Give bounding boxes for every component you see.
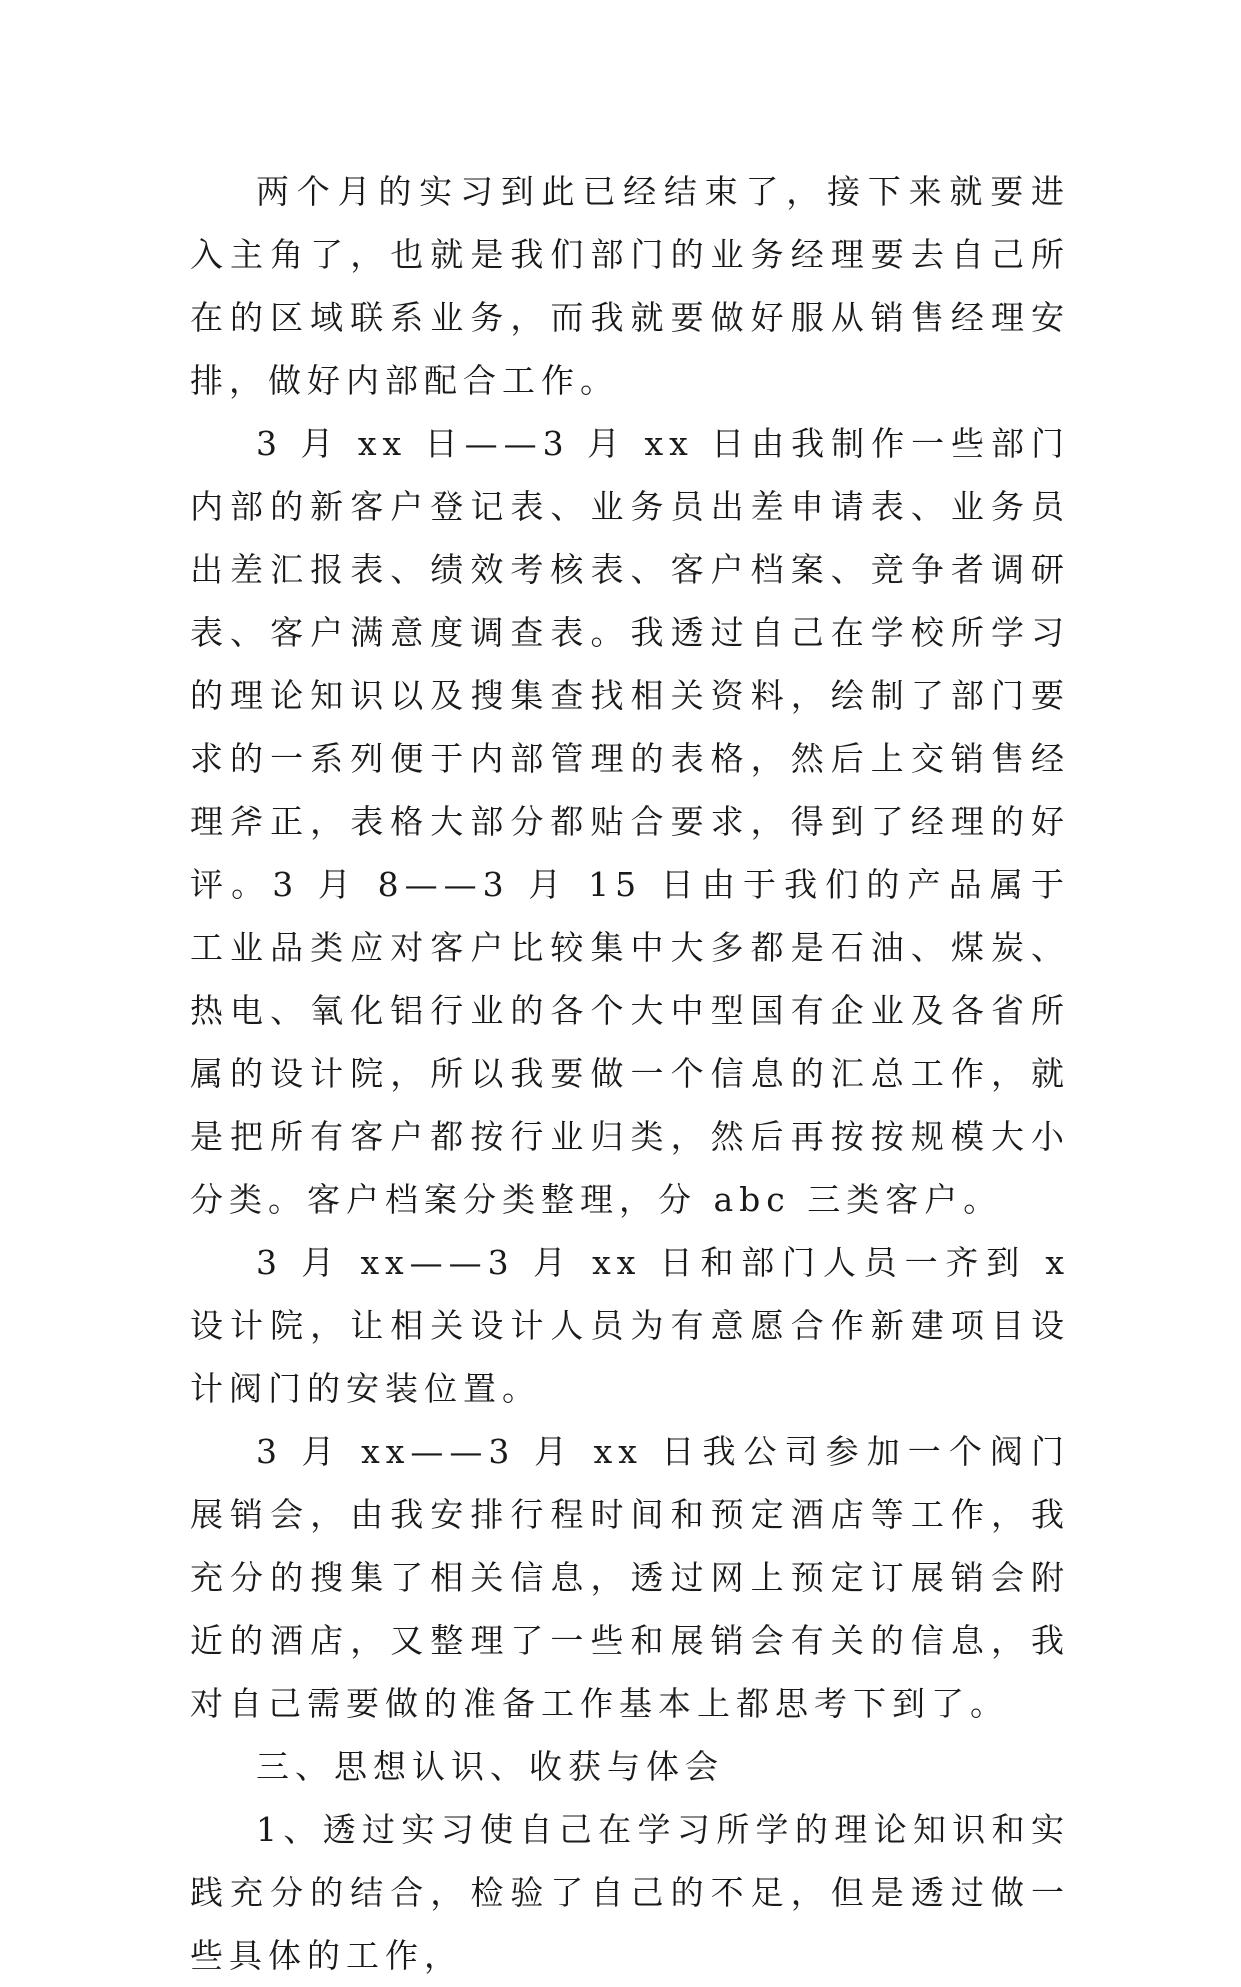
paragraph-valve-exhibition: 3 月 xx——3 月 xx 日我公司参加一个阀门展销会，由我安排行程时间和预定酒店等工作，我充分的搜集了相关信息，透过网上预定订展销会附近的酒店，又整理了一些和展销会有关的信息，我对自己需要做的准备工作基本上都思考下到了。	[190, 1432, 1070, 1723]
paragraph-design-institute-visit: 3 月 xx——3 月 xx 日和部门人员一齐到 x 设计院，让相关设计人员为有意愿合作新建项目设计阀门的安装位置。	[190, 1243, 1070, 1408]
paragraph-forms-and-client-sorting: 3 月 xx 日——3 月 xx 日由我制作一些部门内部的新客户登记表、业务员出差申请表、业务员出差汇报表、绩效考核表、客户档案、竞争者调研表、客户满意度调查表。我透过自己在学校所学习的理论知识以及搜集查找相关资料，绘制了部门要求的一系列便于内部管理的表格，然后上交销售经理斧正，表格大部分都贴合要求，得到了经理的好评。3 月 8——3 月 15 日由于我们的产品属于工业品类应对客户比较集中大多都是石油、煤炭、热电、氧化铝行业的各个大中型国有企业及各省所属的设计院，所以我要做一个信息的汇总工作，就是把所有客户都按行业归类，然后再按按规模大小分类。客户档案分类整理，分 abc 三类客户。	[190, 424, 1070, 1219]
paragraph-reflection-item-1: 1、透过实习使自己在学习所学的理论知识和实践充分的结合，检验了自己的不足，但是透过做一些具体的工作，	[190, 1810, 1070, 1975]
document-body	[190, 160, 1070, 1987]
section-heading-reflections: 三、思想认识、收获与体会	[256, 1747, 724, 1786]
paragraph-internship-end: 两个月的实习到此已经结束了，接下来就要进入主角了，也就是我们部门的业务经理要去自己所在的区域联系业务，而我就要做好服从销售经理安排，做好内部配合工作。	[190, 172, 1070, 400]
